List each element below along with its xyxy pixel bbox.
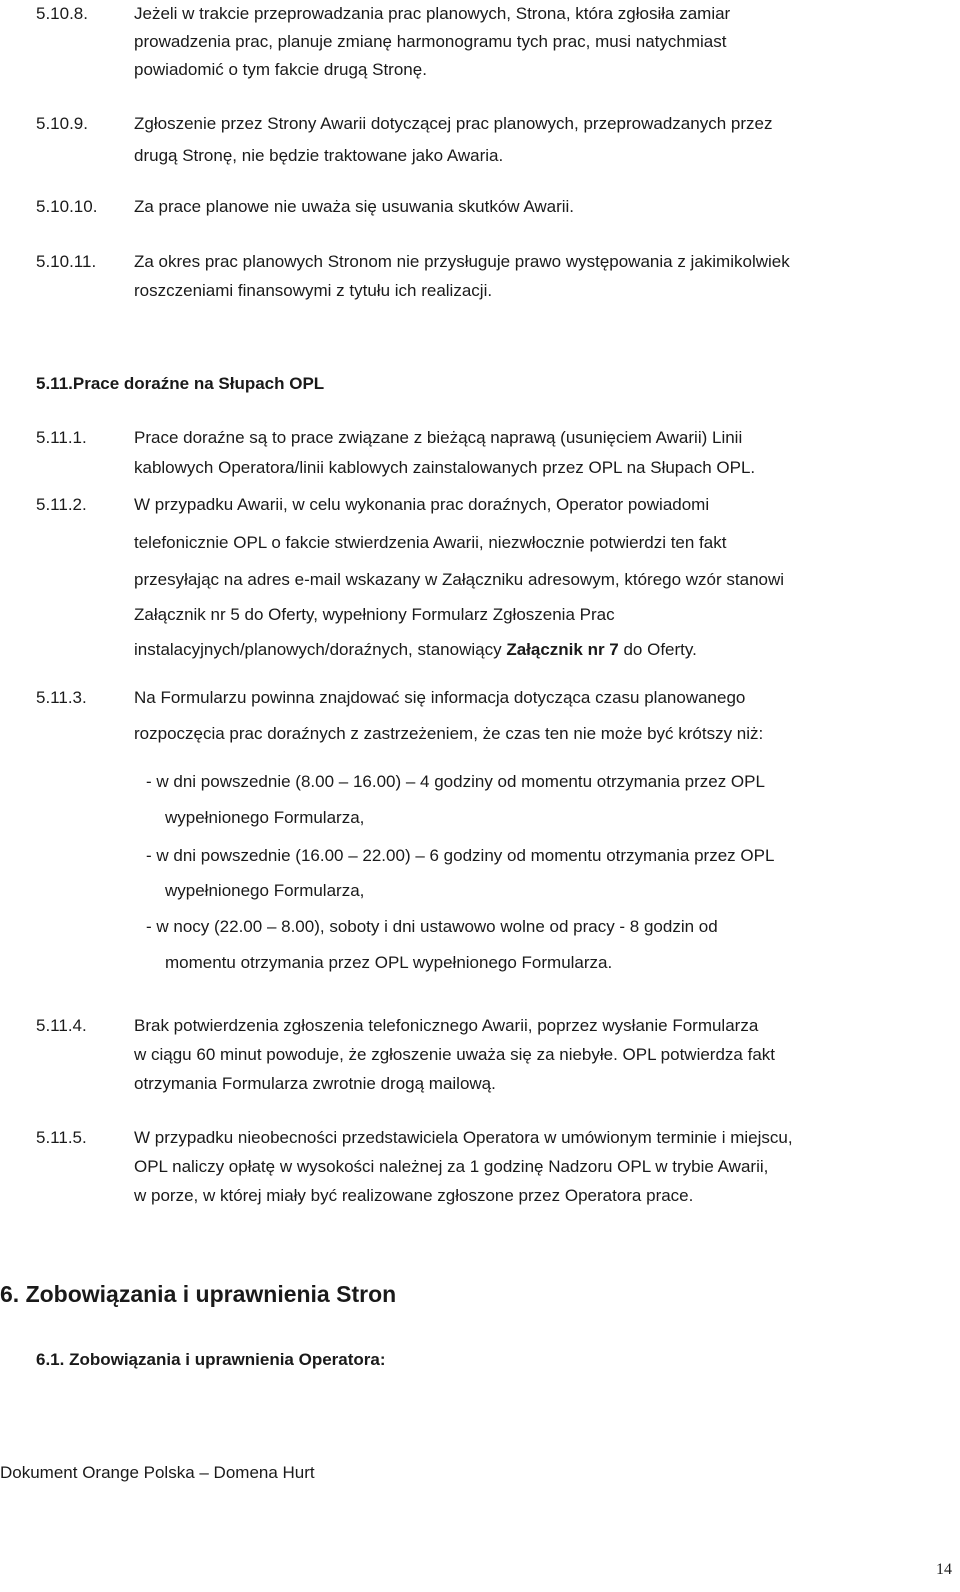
text-run: instalacyjnych/planowych/doraźnych, stanowiący: [134, 640, 507, 659]
section-heading: 5.11.Prace doraźne na Słupach OPL: [36, 374, 325, 393]
clause-text-line: W przypadku Awarii, w celu wykonania prac doraźnych, Operator powiadomi: [134, 495, 710, 514]
clause-text-line-last: [134, 640, 697, 660]
attachment-reference: Załącznik nr 7: [506, 640, 619, 659]
clause-text-line: rozpoczęcia prac doraźnych z zastrzeżeniem, że czas ten nie może być krótszy niż:: [134, 724, 764, 743]
clause-text-line: Załącznik nr 5 do Oferty, wypełniony Formularz Zgłoszenia Prac: [134, 605, 615, 624]
clause-number: 5.11.4.: [36, 1016, 87, 1035]
clause-text-line: roszczeniami finansowymi z tytułu ich realizacji.: [134, 281, 493, 300]
clause-text-line: Zgłoszenie przez Strony Awarii dotyczącej prac planowych, przeprowadzanych przez: [134, 114, 773, 133]
bullet-line: wypełnionego Formularza,: [165, 881, 365, 900]
clause-text-line: drugą Stronę, nie będzie traktowane jako Awaria.: [134, 146, 504, 165]
text-run: do Oferty.: [618, 640, 697, 659]
clause-text-line: Za prace planowe nie uważa się usuwania skutków Awarii.: [134, 197, 575, 216]
clause-number: 5.11.2.: [36, 495, 87, 514]
subsection-heading: 6.1. Zobowiązania i uprawnienia Operatora:: [36, 1350, 386, 1369]
clause-text-line: Jeżeli w trakcie przeprowadzania prac planowych, Strona, która zgłosiła zamiar: [134, 4, 731, 23]
bullet-line: - w dni powszednie (8.00 – 16.00) – 4 godziny od momentu otrzymania przez OPL: [146, 772, 765, 791]
clause-text-line: kablowych Operatora/linii kablowych zainstalowanych przez OPL na Słupach OPL.: [134, 458, 756, 477]
bullet-line: - w dni powszednie (16.00 – 22.00) – 6 godziny od momentu otrzymania przez OPL: [146, 846, 775, 865]
clause-number: 5.11.3.: [36, 688, 87, 707]
clause-text-line: powiadomić o tym fakcie drugą Stronę.: [134, 60, 427, 79]
clause-text-line: Za okres prac planowych Stronom nie przysługuje prawo występowania z jakimikolwiek: [134, 252, 790, 271]
clause-number: 5.11.5.: [36, 1128, 87, 1147]
clause-number: 5.10.10.: [36, 197, 98, 216]
clause-number: 5.10.8.: [36, 4, 88, 23]
clause-text-line: OPL naliczy opłatę w wysokości należnej za 1 godzinę Nadzoru OPL w trybie Awarii,: [134, 1157, 769, 1176]
clause-text-line: w ciągu 60 minut powoduje, że zgłoszenie uważa się za niebyłe. OPL potwierdza fakt: [134, 1045, 776, 1064]
page-number: 14: [936, 1561, 952, 1578]
clause-text-line: W przypadku nieobecności przedstawiciela Operatora w umówionym terminie i miejscu,: [134, 1128, 793, 1147]
clause-text-line: Brak potwierdzenia zgłoszenia telefonicznego Awarii, poprzez wysłanie Formularza: [134, 1016, 759, 1035]
clause-number: 5.10.11.: [36, 252, 97, 271]
clause-number: 5.10.9.: [36, 114, 88, 133]
bullet-line: wypełnionego Formularza,: [165, 808, 365, 827]
chapter-heading: 6. Zobowiązania i uprawnienia Stron: [0, 1281, 397, 1307]
clause-text-line: Prace doraźne są to prace związane z bieżącą naprawą (usunięciem Awarii) Linii: [134, 428, 743, 447]
bullet-line: momentu otrzymania przez OPL wypełnionego Formularza.: [165, 953, 613, 972]
bullet-line: - w nocy (22.00 – 8.00), soboty i dni ustawowo wolne od pracy - 8 godzin od: [146, 917, 718, 936]
clause-number: 5.11.1.: [36, 428, 87, 447]
clause-text-line: telefonicznie OPL o fakcie stwierdzenia Awarii, niezwłocznie potwierdzi ten fakt: [134, 533, 727, 552]
clause-text-line: w porze, w której miały być realizowane zgłoszone przez Operatora prace.: [134, 1186, 694, 1205]
footer-document-name: Dokument Orange Polska – Domena Hurt: [0, 1463, 315, 1482]
clause-text-line: otrzymania Formularza zwrotnie drogą mailową.: [134, 1074, 496, 1093]
clause-text-line: przesyłając na adres e-mail wskazany w Załączniku adresowym, którego wzór stanowi: [134, 570, 785, 589]
clause-text-line: prowadzenia prac, planuje zmianę harmonogramu tych prac, musi natychmiast: [134, 32, 727, 51]
clause-text-line: Na Formularzu powinna znajdować się informacja dotycząca czasu planowanego: [134, 688, 746, 707]
